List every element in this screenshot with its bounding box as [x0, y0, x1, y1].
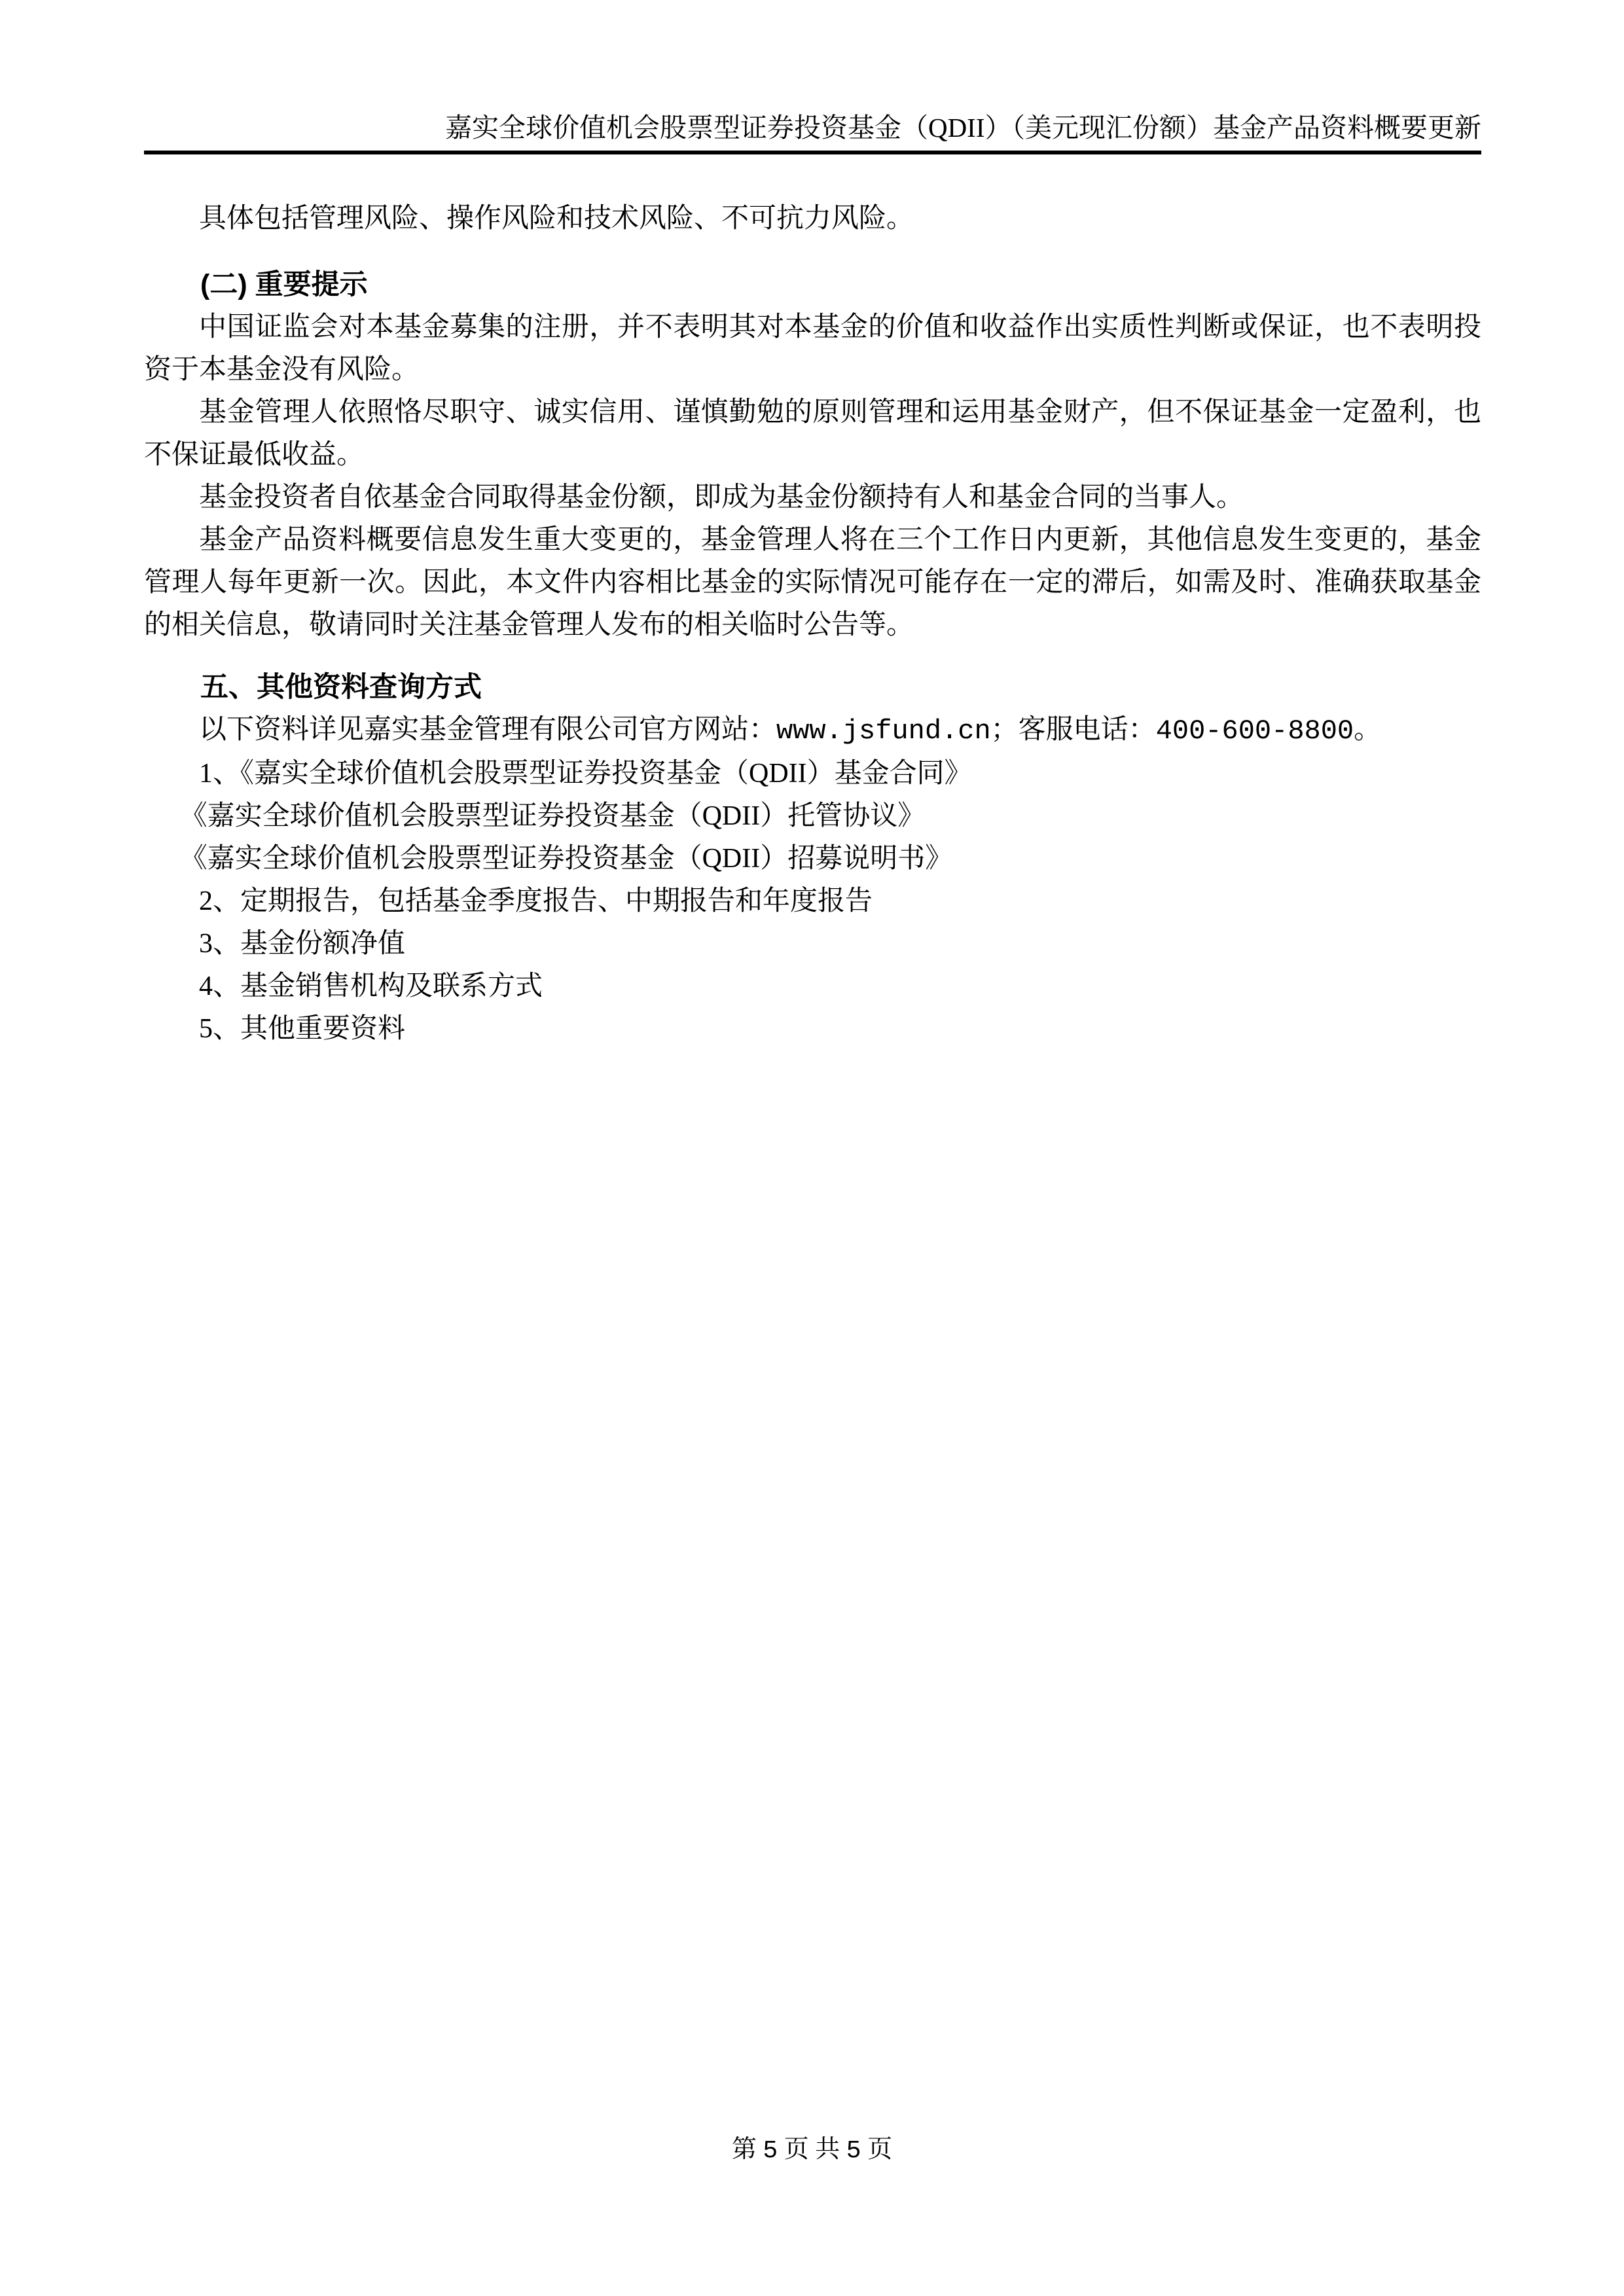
list-item: 1、《嘉实全球价值机会股票型证券投资基金（QDII）基金合同》 — [199, 759, 972, 789]
list-item: 3、基金份额净值 — [199, 929, 406, 959]
footer-text-pre: 第 — [731, 2136, 763, 2163]
risk-summary-paragraph: 具体包括管理风险、操作风险和技术风险、不可抗力风险。 — [199, 204, 914, 234]
document-header — [144, 0, 1481, 151]
notice-paragraph: 基金管理人依照恪尽职守、诚实信用、谨慎勤勉的原则管理和运用基金财产，但不保证基金一定盈利，也不保证最低收益。 — [144, 397, 1481, 470]
section-heading-other-info: 五、其他资料查询方式 — [200, 672, 482, 703]
footer-total-pages: 5 — [846, 2137, 861, 2165]
contact-paragraph — [144, 709, 1481, 753]
document-body — [144, 154, 1481, 1050]
contact-text-pre: 以下资料详见嘉实基金管理有限公司官方网站： — [199, 715, 777, 745]
list-item: 《嘉实全球价值机会股票型证券投资基金（QDII）招募说明书》 — [179, 844, 953, 874]
footer-text-post: 页 — [861, 2136, 893, 2163]
contact-text-mid: ；客服电话： — [990, 715, 1156, 745]
section-heading-important-notice: (二) 重要提示 — [200, 269, 368, 300]
list-item: 5、其他重要资料 — [199, 1014, 406, 1044]
notice-paragraph: 基金产品资料概要信息发生重大变更的，基金管理人将在三个工作日内更新，其他信息发生变更的，基金管理人每年更新一次。因此，本文件内容相比基金的实际情况可能存在一定的滞后，如需及时、准确获取基金的相关信息，敬请同时关注基金管理人发布的相关临时公告等。 — [144, 525, 1481, 640]
list-item: 4、基金销售机构及联系方式 — [199, 971, 543, 1001]
list-item: 2、定期报告，包括基金季度报告、中期报告和年度报告 — [199, 886, 873, 916]
document-title: 嘉实全球价值机会股票型证券投资基金（QDII）（美元现汇份额）基金产品资料概要更新 — [444, 113, 1481, 143]
footer-page-number: 5 — [763, 2137, 778, 2165]
page-footer — [0, 2128, 1624, 2172]
notice-paragraph: 基金投资者自依基金合同取得基金份额，即成为基金份额持有人和基金合同的当事人。 — [199, 482, 1244, 512]
footer-text-mid: 页 共 — [778, 2136, 846, 2163]
website-url-text: www.jsfund.cn — [776, 715, 991, 747]
phone-number-text: 400-600-8800 — [1155, 715, 1354, 747]
contact-text-post: 。 — [1354, 715, 1382, 745]
list-item: 《嘉实全球价值机会股票型证券投资基金（QDII）托管协议》 — [179, 801, 926, 831]
notice-paragraph: 中国证监会对本基金募集的注册，并不表明其对本基金的价值和收益作出实质性判断或保证，也不表明投资于本基金没有风险。 — [144, 312, 1481, 385]
